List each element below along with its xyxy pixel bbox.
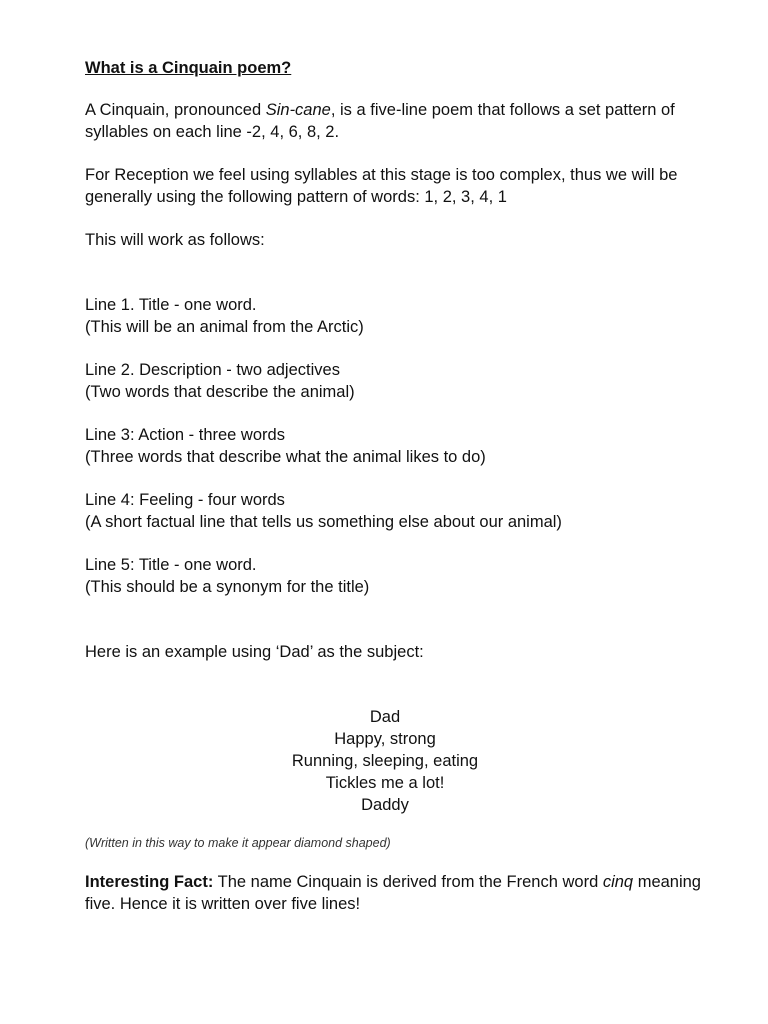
line-rule-title: Line 3: Action - three words xyxy=(85,426,285,444)
line-rule-2 xyxy=(85,359,725,403)
poem-line: Running, sleeping, eating xyxy=(291,752,479,770)
fact-text-end: meaning five. Hence it is written over five lines! xyxy=(85,873,701,913)
line-rule-title: Line 2. Description - two adjectives xyxy=(85,361,340,379)
line-rule-explanation: (Three words that describe what the animal likes to do) xyxy=(85,448,486,466)
intro-text-end: , is a five-line poem that follows a set pattern of syllables on each line -2, 4, 6, 8, 2. xyxy=(85,101,675,141)
work-intro: This will work as follows: xyxy=(85,231,265,249)
line-rule-explanation: (Two words that describe the animal) xyxy=(85,383,355,401)
poem-line: Tickles me a lot! xyxy=(325,774,445,792)
line-rule-explanation: (This should be a synonym for the title) xyxy=(85,578,370,596)
line-rule-explanation: (This will be an animal from the Arctic) xyxy=(85,318,364,336)
line-rule-title: Line 1. Title - one word. xyxy=(85,296,257,314)
line-rule-explanation: (A short factual line that tells us something else about our animal) xyxy=(85,513,562,531)
line-rule-title: Line 5: Title - one word. xyxy=(85,556,257,574)
poem-line: Happy, strong xyxy=(334,730,436,748)
example-poem xyxy=(85,706,685,816)
line-rule-3 xyxy=(85,424,725,468)
fact-word-cinq: cinq xyxy=(602,873,634,891)
shape-note: (Written in this way to make it appear diamond shaped) xyxy=(85,836,391,850)
poem-line: Dad xyxy=(369,708,401,726)
line-rule-4 xyxy=(85,489,725,533)
reception-paragraph: For Reception we feel using syllables at this stage is too complex, thus we will be generally using the following pattern of words: 1, 2, 3, 4, 1 xyxy=(85,166,678,206)
pronunciation: Sin-cane xyxy=(265,101,331,119)
line-rule-title: Line 4: Feeling - four words xyxy=(85,491,285,509)
intro-paragraph xyxy=(85,99,725,143)
fact-text-start: The name Cinquain is derived from the French word xyxy=(213,873,603,891)
document-body xyxy=(85,57,725,915)
interesting-fact xyxy=(85,871,725,915)
line-rule-1 xyxy=(85,294,725,338)
fact-label: Interesting Fact: xyxy=(85,873,214,891)
page-title: What is a Cinquain poem? xyxy=(85,59,292,77)
line-rule-5 xyxy=(85,554,725,598)
example-intro: Here is an example using ‘Dad’ as the subject: xyxy=(85,643,424,661)
intro-text-start: A Cinquain, pronounced xyxy=(85,101,266,119)
poem-line: Daddy xyxy=(361,796,409,814)
